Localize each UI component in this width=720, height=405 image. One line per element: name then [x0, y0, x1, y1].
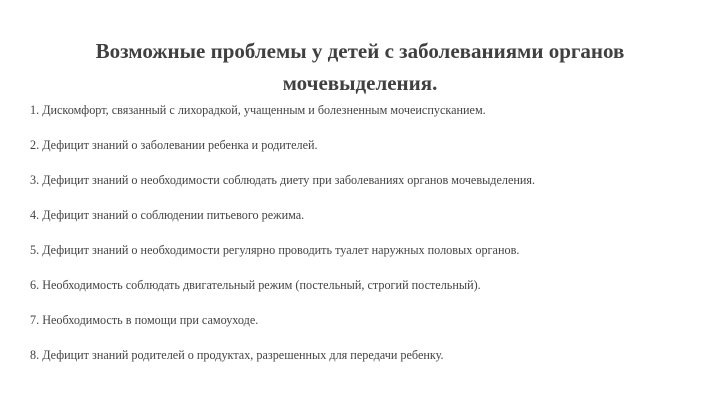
slide-title-line-1: Возможные проблемы у детей с заболеваниями органов — [95, 39, 625, 63]
problem-item-5: 5. Дефицит знаний о необходимости регулярно проводить туалет наружных половых органов. — [30, 243, 520, 257]
problem-item-3: 3. Дефицит знаний о необходимости соблюдать диету при заболеваниях органов мочевыделения. — [30, 173, 536, 187]
problem-item-1: 1. Дискомфорт, связанный с лихорадкой, учащенным и болезненным мочеиспусканием. — [30, 103, 486, 117]
slide-title — [20, 35, 700, 99]
slide-title-line-2: мочевыделения. — [282, 71, 438, 95]
problem-item-6: 6. Необходимость соблюдать двигательный режим (постельный, строгий постельный). — [30, 278, 481, 292]
problem-item-8: 8. Дефицит знаний родителей о продуктах, разрешенных для передачи ребенку. — [30, 348, 444, 362]
problem-list — [30, 102, 700, 382]
problem-item-2: 2. Дефицит знаний о заболевании ребенка и родителей. — [30, 138, 318, 152]
problem-item-7: 7. Необходимость в помощи при самоуходе. — [30, 313, 259, 327]
problem-item-4: 4. Дефицит знаний о соблюдении питьевого режима. — [30, 208, 305, 222]
